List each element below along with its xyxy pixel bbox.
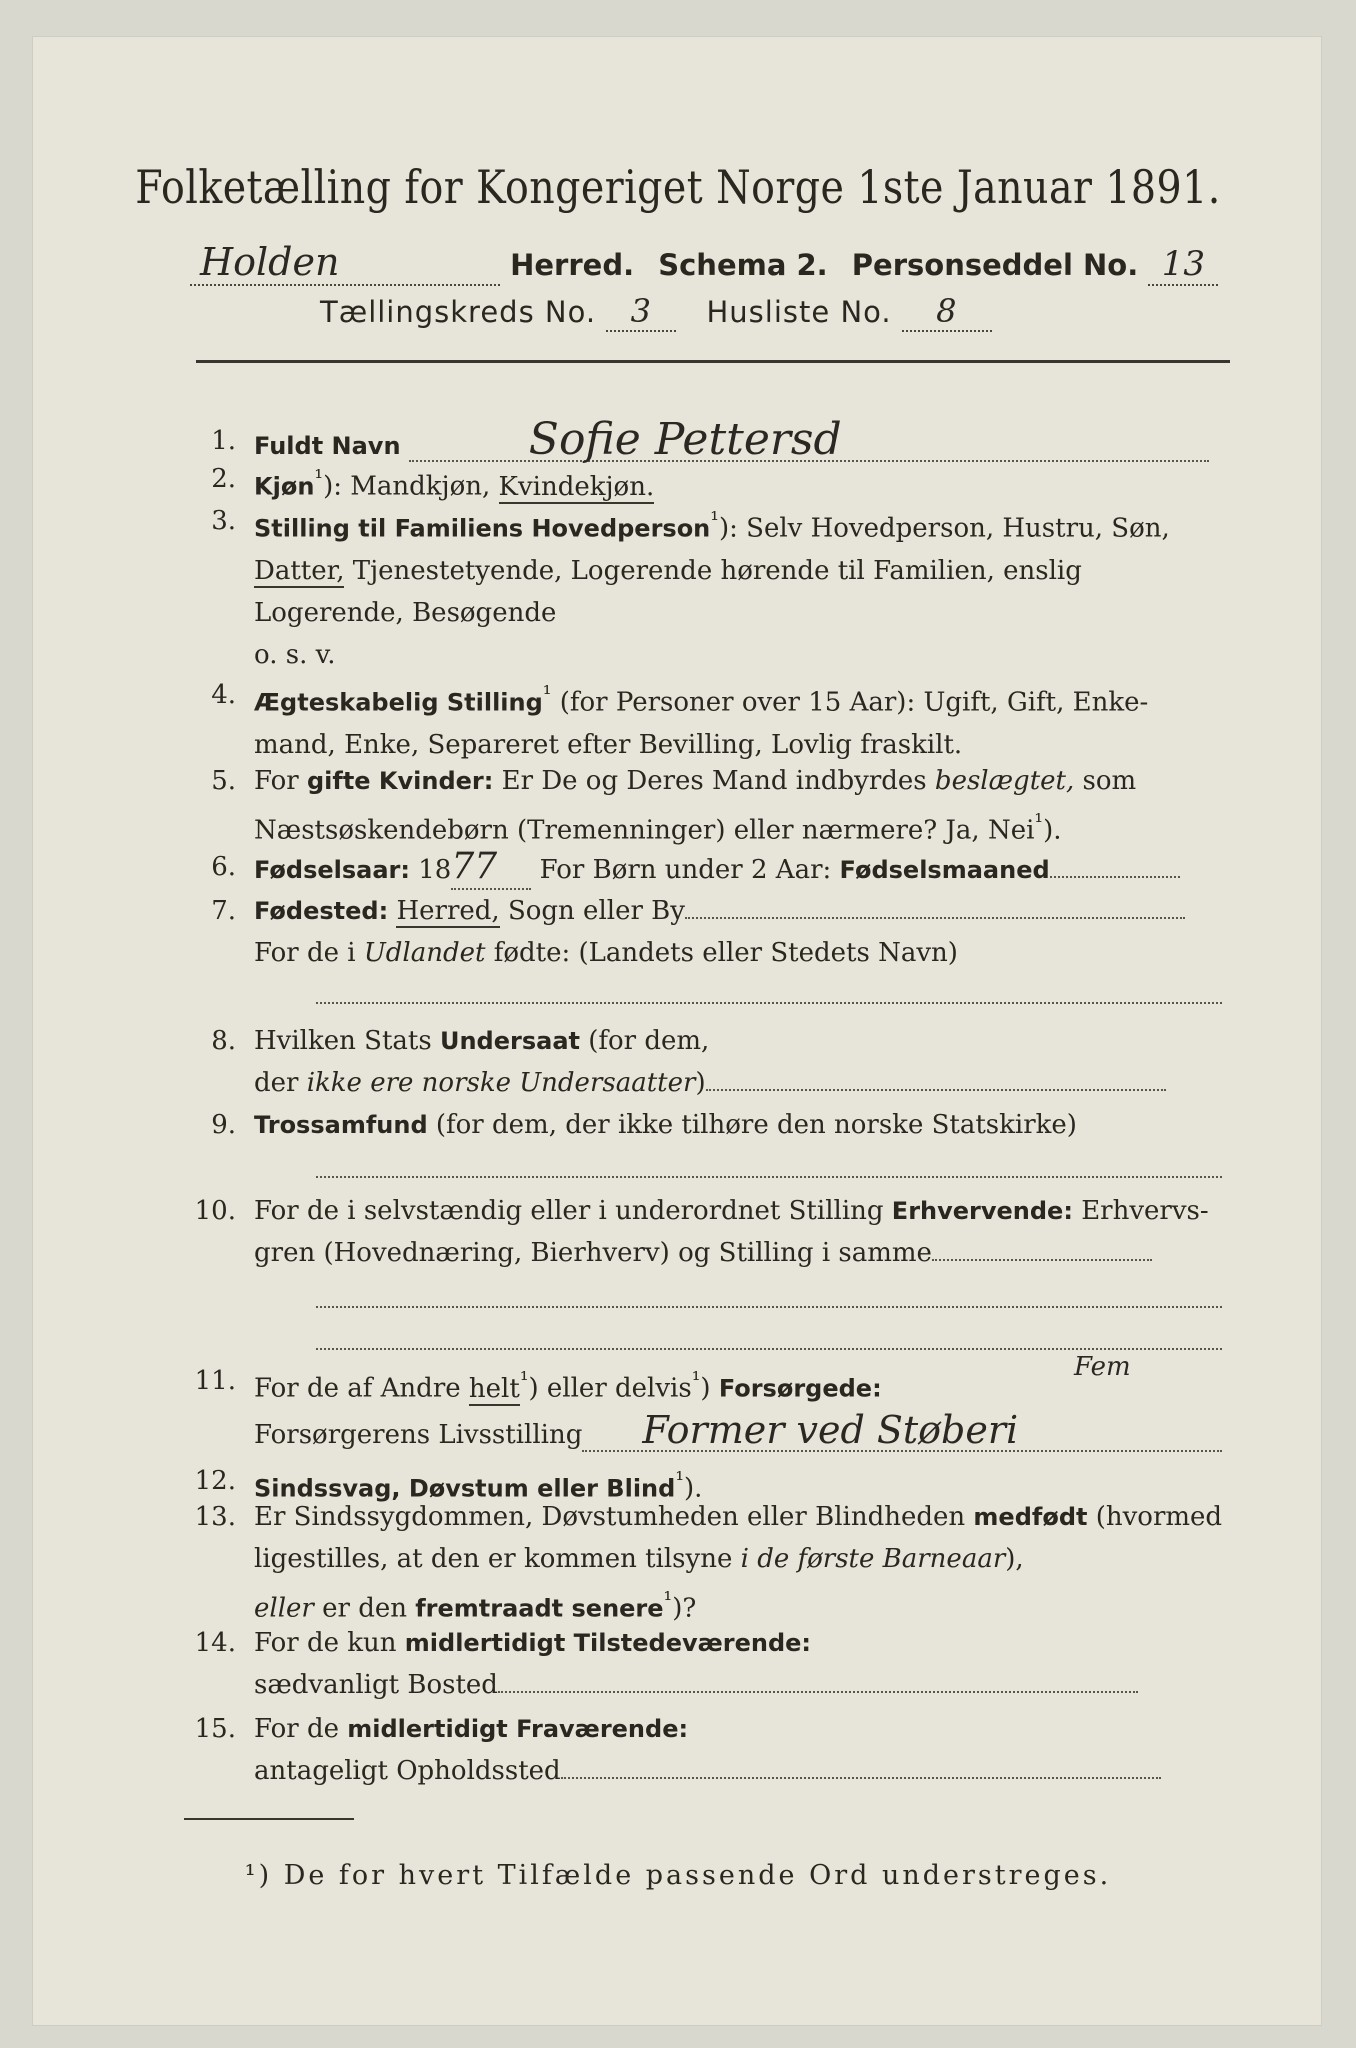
item-number: 4. bbox=[211, 680, 236, 710]
field-label: Erhvervende: bbox=[891, 1197, 1073, 1225]
field-text: (for Personer over 15 Aar): Ugift, Gift, Enke- bbox=[559, 687, 1149, 718]
item-number: 7. bbox=[211, 896, 236, 926]
field-text: sædvanligt Bosted bbox=[254, 1670, 498, 1700]
item-5: 5. For gifte Kvinder: Er De og Deres Mand indbyrdes beslægtet, som Næstsøskendebørn (Tremenninger) eller nærmere? Ja, Nei$^{^1}$). bbox=[196, 760, 1236, 844]
field-text: (for dem, der ikke tilhøre den norske Statskirke) bbox=[435, 1110, 1077, 1140]
field-label: Stilling til Familiens Hovedperson bbox=[254, 514, 711, 543]
item-8: 8. Hvilken Stats Undersaat (for dem, der ikke ere norske Undersaatter) bbox=[196, 1020, 1236, 1104]
field-label: Ægteskabelig Stilling bbox=[254, 688, 543, 717]
footnote-mark: ¹ bbox=[710, 508, 719, 533]
footnote-mark: ¹ bbox=[691, 1368, 701, 1393]
item-number: 12. bbox=[194, 1466, 236, 1496]
item-number: 3. bbox=[211, 506, 236, 536]
field-text: Forsørgerens Livsstilling bbox=[254, 1419, 583, 1450]
item-number: 9. bbox=[211, 1110, 236, 1140]
field-text: ), bbox=[1005, 1544, 1024, 1574]
footnote: ¹) De for hvert Tilfælde passende Ord understreges. bbox=[244, 1860, 1112, 1891]
item-number: 10. bbox=[194, 1196, 236, 1226]
birthplace-field bbox=[685, 917, 1185, 919]
item-number: 11. bbox=[194, 1366, 236, 1396]
item-13 bbox=[196, 1496, 1236, 1622]
item-3 bbox=[196, 500, 1236, 670]
support-selected: helt bbox=[468, 1373, 520, 1404]
field-label: Forsørgede: bbox=[718, 1374, 882, 1403]
field-text: For de af Andre bbox=[254, 1373, 461, 1404]
field-text: ): Selv Hovedperson, Hustru, Søn, bbox=[718, 513, 1170, 544]
field-text: Logerende, Besøgende bbox=[254, 597, 557, 628]
field-text: 18 bbox=[418, 855, 452, 885]
field-text: ) eller delvis bbox=[528, 1373, 692, 1404]
supporter-occupation-value: Former ved Støberi bbox=[582, 1410, 1222, 1452]
field-text: Udlandet bbox=[363, 938, 486, 968]
herred-value: Holden bbox=[190, 240, 500, 286]
item-number: 5. bbox=[211, 766, 236, 796]
supporter-note-value: Fem bbox=[1074, 1352, 1131, 1382]
husliste-label: Husliste No. bbox=[706, 295, 892, 329]
field-text: Er Sindssygdommen, Døvstumheden eller Blindheden bbox=[254, 1502, 966, 1532]
birth-year-value: 77 bbox=[451, 846, 531, 890]
field-label: medfødt bbox=[973, 1503, 1088, 1531]
field-label: fremtraadt senere bbox=[415, 1594, 664, 1623]
field-text: ). bbox=[684, 1473, 703, 1504]
field-label: gifte Kvinder: bbox=[306, 767, 494, 795]
position-selected: Datter, bbox=[254, 555, 345, 586]
field-label: Sindssvag, Døvstum eller Blind bbox=[254, 1474, 676, 1503]
item-number: 2. bbox=[211, 464, 236, 494]
footnote-mark: ¹ bbox=[314, 466, 324, 491]
item-number: 8. bbox=[211, 1026, 236, 1056]
item-number: 1. bbox=[211, 426, 236, 456]
personseddel-label: Personseddel No. bbox=[851, 248, 1139, 282]
item-10 bbox=[196, 1190, 1236, 1274]
full-name-value: Sofie Pettersd bbox=[409, 420, 1209, 462]
birth-month-field bbox=[1050, 876, 1180, 878]
field-text: som bbox=[1082, 766, 1137, 796]
item-14 bbox=[196, 1622, 1236, 1706]
field-label: Trossamfund bbox=[254, 1111, 428, 1139]
kreds-label: Tællingskreds No. bbox=[320, 295, 597, 329]
field-text: antageligt Opholdssted bbox=[254, 1756, 561, 1786]
birthplace-selected: Herred, bbox=[396, 896, 500, 926]
footnote-mark: ¹ bbox=[519, 1368, 529, 1393]
field-text: For de i selvstændig eller i underordnet Stilling bbox=[254, 1196, 884, 1226]
header-line-herred bbox=[190, 240, 1230, 290]
husliste-no-value: 8 bbox=[902, 292, 992, 332]
item-number: 14. bbox=[194, 1628, 236, 1658]
field-text: mand, Enke, Separeret efter Bevilling, Lovlig fraskilt. bbox=[254, 729, 963, 760]
field-text: ): Mandkjøn, bbox=[323, 471, 491, 502]
item-11: 11. For de af Andre helt$^{^1}$) eller delvis$^{^1}$) Forsørgede: Fem Forsørgerens Livsstilling Former ved Støberi bbox=[196, 1360, 1236, 1450]
item-15 bbox=[196, 1708, 1236, 1792]
field-text: For de kun bbox=[254, 1628, 397, 1658]
schema-label: Schema 2. bbox=[658, 248, 828, 282]
item-number: 13. bbox=[194, 1502, 236, 1532]
probable-residence-field bbox=[561, 1777, 1161, 1779]
field-label: Kjøn bbox=[254, 472, 315, 501]
field-text: Sogn eller By bbox=[507, 896, 685, 926]
item-7 bbox=[196, 890, 1236, 974]
item-number: 6. bbox=[211, 852, 236, 882]
item-number: 15. bbox=[194, 1714, 236, 1744]
field-label: Fødselsmaaned bbox=[839, 856, 1050, 884]
occupation-field bbox=[932, 1259, 1152, 1261]
field-label: Fødested: bbox=[254, 897, 389, 925]
form-title: Folketælling for Kongeriget Norge 1ste Januar 1891. bbox=[135, 160, 1221, 214]
field-text: er den bbox=[322, 1593, 407, 1624]
header-line-kreds bbox=[320, 292, 1120, 336]
field-text: For bbox=[254, 766, 299, 796]
field-text: Erhvervs- bbox=[1081, 1196, 1209, 1226]
footnote-mark: ¹ bbox=[675, 1468, 684, 1493]
field-text: Hvilken Stats bbox=[254, 1026, 432, 1056]
kreds-no-value: 3 bbox=[606, 292, 676, 332]
field-text: der bbox=[254, 1068, 299, 1098]
personseddel-no-value: 13 bbox=[1148, 244, 1218, 286]
footnote-mark: ¹ bbox=[542, 682, 552, 707]
header-divider bbox=[196, 360, 1230, 363]
field-text: (for dem, bbox=[588, 1026, 710, 1056]
dotted-line bbox=[316, 1306, 1222, 1308]
field-text: eller bbox=[254, 1593, 314, 1624]
field-text: Tjenestetyende, Logerende hørende til Familien, enslig bbox=[352, 555, 1082, 586]
field-label: Fødselsaar: bbox=[254, 856, 410, 884]
field-label: Fuldt Navn bbox=[254, 432, 401, 460]
field-text: )? bbox=[672, 1593, 697, 1624]
field-label: midlertidigt Fraværende: bbox=[347, 1715, 689, 1743]
field-label: Undersaat bbox=[439, 1027, 580, 1055]
dotted-line bbox=[316, 1176, 1222, 1178]
field-text: For Børn under 2 Aar: bbox=[539, 855, 832, 885]
field-text: Næstsøskendebørn (Tremenninger) eller nærmere? Ja, Nei bbox=[254, 815, 1035, 846]
field-text: Er De og Deres Mand indbyrdes bbox=[501, 766, 927, 796]
gender-selected: Kvindekjøn. bbox=[498, 471, 655, 502]
footnote-mark: ¹ bbox=[1034, 810, 1044, 835]
nationality-field bbox=[706, 1089, 1166, 1091]
field-text: i de første Barneaar bbox=[740, 1544, 1006, 1574]
field-label: midlertidigt Tilstedeværende: bbox=[404, 1629, 812, 1657]
field-text: o. s. v. bbox=[254, 639, 336, 670]
usual-residence-field bbox=[498, 1691, 1138, 1693]
field-text: ikke ere norske Undersaatter bbox=[306, 1068, 696, 1098]
footnote-divider bbox=[184, 1818, 354, 1820]
field-text: beslægtet, bbox=[934, 766, 1075, 796]
dotted-line bbox=[316, 1002, 1222, 1004]
footnote-mark: ¹ bbox=[663, 1588, 673, 1613]
field-text: For de bbox=[254, 1714, 339, 1744]
field-text: For de i bbox=[254, 938, 356, 968]
field-text: (hvormed bbox=[1095, 1502, 1223, 1532]
item-4 bbox=[196, 674, 1236, 758]
field-text: ligestilles, at den er kommen tilsyne bbox=[254, 1544, 733, 1574]
field-text: gren (Hovednæring, Bierhverv) og Stilling i samme bbox=[254, 1238, 932, 1268]
field-text: fødte: (Landets eller Stedets Navn) bbox=[493, 938, 958, 968]
herred-label: Herred. bbox=[510, 248, 635, 282]
